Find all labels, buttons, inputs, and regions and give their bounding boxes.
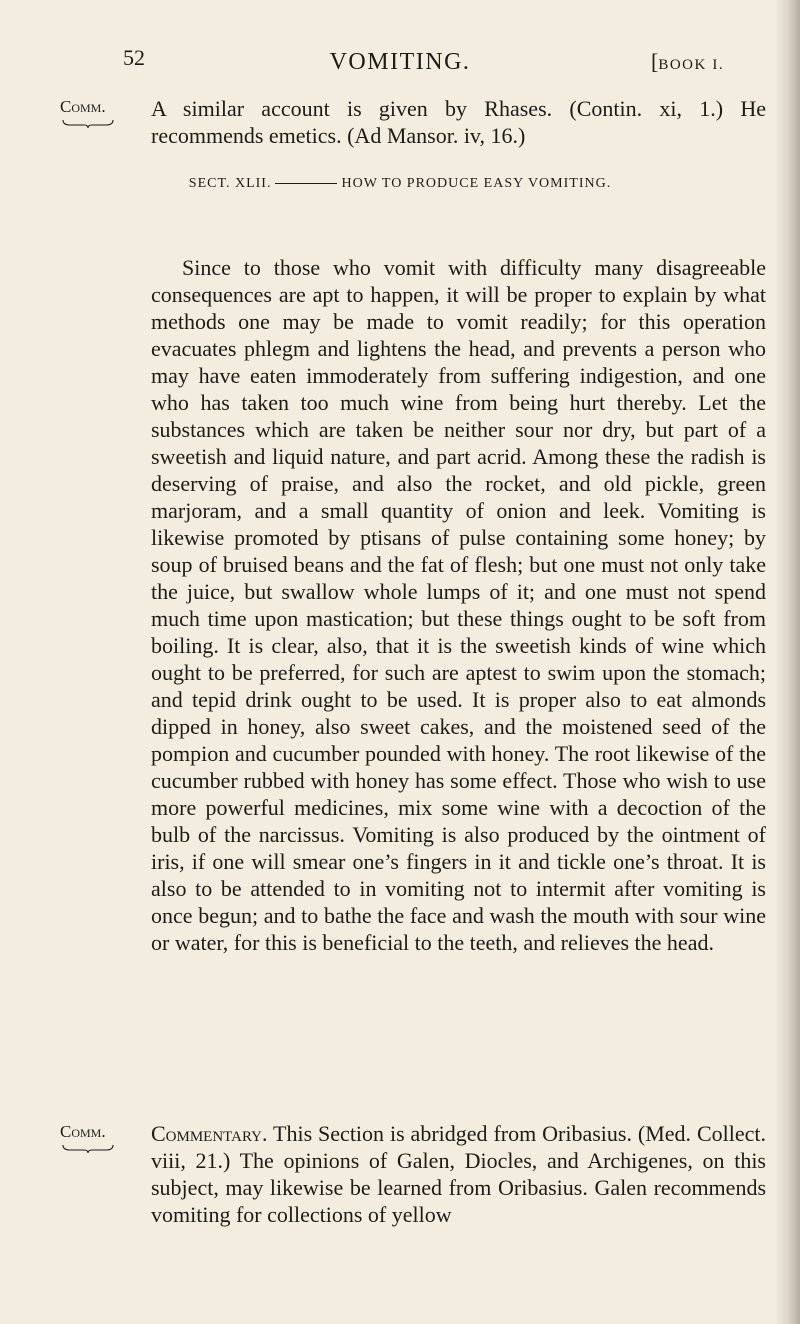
page-header <box>0 45 800 85</box>
intro-paragraph: A similar account is given by Rhases. (Contin. xi, 1.) He recommends emetics. (Ad Mansor. iv, 16.) <box>151 96 766 148</box>
commentary-lead: Commentary. <box>151 1121 268 1146</box>
section-number: SECT. XLII. <box>188 176 272 191</box>
margin-brace-1 <box>62 119 114 129</box>
commentary-text: This Section is abridged from Oribasius. (Med. Collect. viii, 21.) The opinions of Galen, Diocles, and Archigenes, on this subject, may likewise be learned from Oribasius. Galen recommends vomiting for collections of yellow <box>151 1121 766 1227</box>
section-heading <box>0 176 800 192</box>
book-label: [BOOK I. <box>651 49 725 74</box>
page-edge-shadow <box>774 0 800 1324</box>
running-title: VOMITING. <box>329 49 471 75</box>
margin-note-comm-1: Comm. <box>60 97 106 116</box>
section-title: HOW TO PRODUCE EASY VOMITING. <box>341 176 612 191</box>
heading-dash <box>275 183 337 184</box>
commentary-paragraph <box>151 1120 766 1228</box>
margin-note-comm-2: Comm. <box>60 1122 106 1141</box>
body-paragraph: Since to those who vomit with difficulty many disagreeable consequences are apt to happen, it will be proper to explain by what methods one may be made to vomit readily; for this operation evacuates phlegm and lightens the head, and prevents a person who may have eaten immoderately from suffering indigestion, and one who has taken too much wine from being hurt thereby. Let the substances which are taken be neither sour nor dry, but part of a sweetish and liquid nature, and part acrid. Among these the radish is deserving of praise, and also the rocket, and old pickle, green marjoram, and a small quantity of onion and leek. Vomiting is likewise promoted by ptisans of pulse containing some honey; by soup of bruised beans and the fat of flesh; but one must not only take the juice, but swallow whole lumps of it; and one must not spend much time upon mastication; but these things ought to be soft from boiling. It is clear, also, that it is the sweetish kinds of wine which ought to be preferred, for such are aptest to swim upon the stomach; and tepid drink ought to be used. It is proper also to eat almonds dipped in honey, also sweet cakes, and the moistened seed of the pompion and cucumber pounded with honey. The root likewise of the cucumber rubbed with honey has some effect. Those who wish to use more powerful medicines, mix some wine with a decoction of the bulb of the narcissus. Vomiting is also produced by the ointment of iris, if one will smear one’s fingers in it and tickle one’s throat. It is also to be attended to in vomiting not to intermit after vomiting is once begun; and to bathe the face and wash the mouth with sour wine or water, for this is beneficial to the teeth, and relieves the head. <box>151 255 766 955</box>
margin-brace-2 <box>62 1144 114 1154</box>
page-number: 52 <box>123 45 145 70</box>
